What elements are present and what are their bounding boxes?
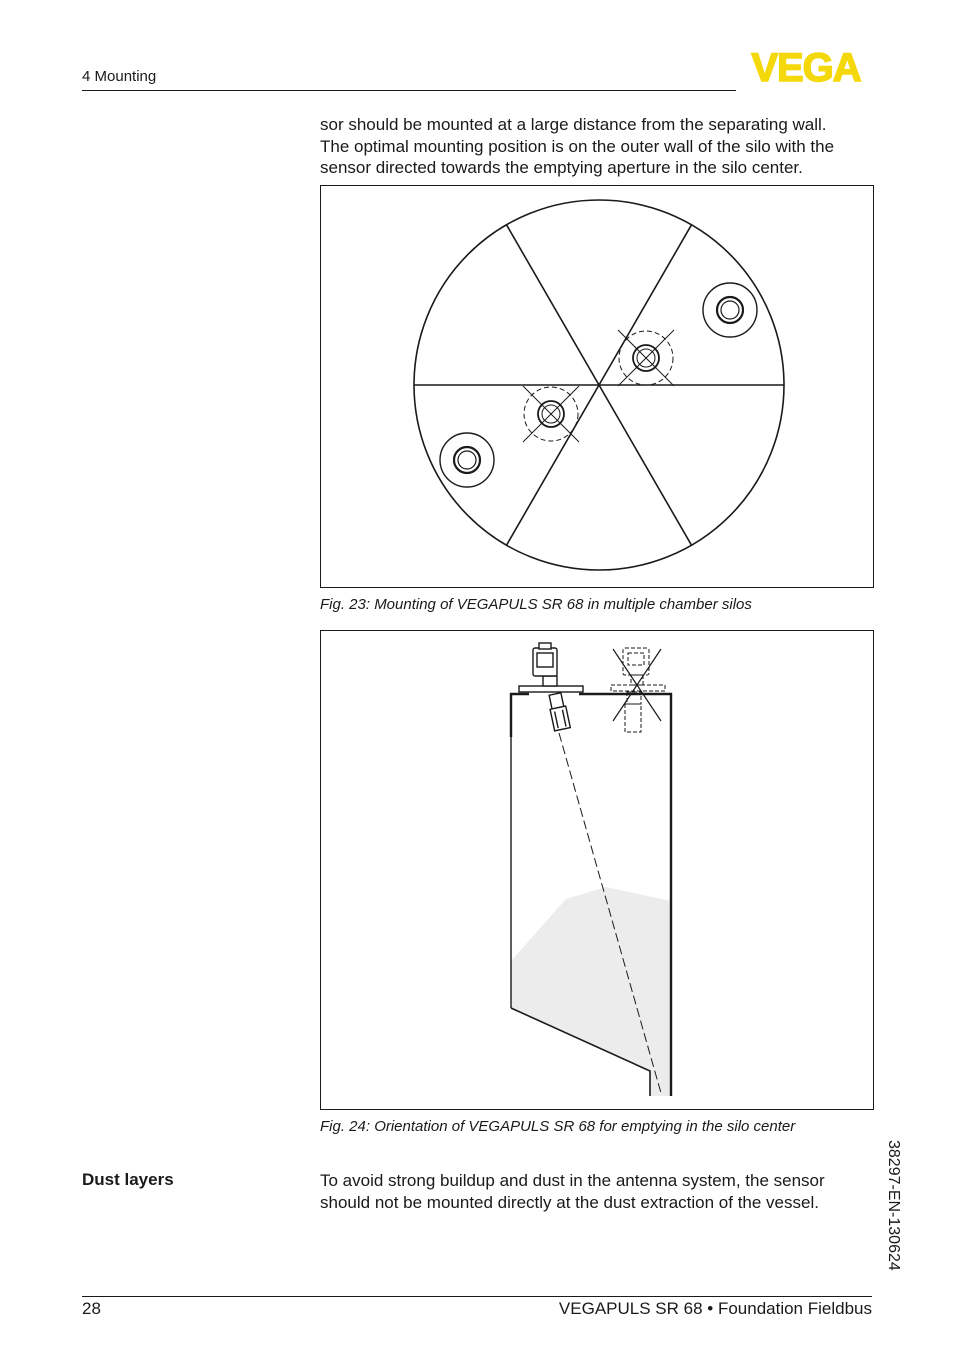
sensor-correct-icon xyxy=(703,283,757,337)
sensor-incorrect-icon xyxy=(611,648,665,732)
bulk-material xyxy=(511,887,671,1096)
silo-left-wall xyxy=(511,694,529,737)
figure-silo-center-emptying xyxy=(320,630,874,1110)
figure-multi-chamber-silo xyxy=(320,185,874,588)
sensor-incorrect-icon xyxy=(523,386,579,442)
dust-line: To avoid strong buildup and dust in the antenna system, the sensor xyxy=(320,1171,825,1190)
footer-rule xyxy=(82,1296,872,1297)
sensor-correct-icon xyxy=(440,433,494,487)
vega-logo xyxy=(740,50,872,84)
document-code: 38297-EN-130624 xyxy=(885,1140,902,1271)
figure-caption: Fig. 24: Orientation of VEGAPULS SR 68 for emptying in the silo center xyxy=(320,1118,796,1135)
page-number: 28 xyxy=(82,1299,101,1318)
intro-line: sor should be mounted at a large distance from the separating wall. xyxy=(320,115,827,134)
sensor-incorrect-icon xyxy=(618,330,674,386)
sensor-correct-icon xyxy=(519,643,583,731)
figure-caption: Fig. 23: Mounting of VEGAPULS SR 68 in multiple chamber silos xyxy=(320,596,752,613)
intro-line: sensor directed towards the emptying aperture in the silo center. xyxy=(320,158,803,177)
dust-layers-heading: Dust layers xyxy=(82,1170,174,1189)
silo-top-view-diagram xyxy=(321,186,875,589)
logo-wordmark: VEGA xyxy=(751,50,861,84)
intro-paragraph xyxy=(320,114,880,179)
header-rule xyxy=(82,90,736,91)
intro-line: The optimal mounting position is on the outer wall of the silo with the xyxy=(320,136,835,156)
dust-layers-paragraph xyxy=(320,1170,880,1213)
section-label: 4 Mounting xyxy=(82,68,157,85)
dust-line: should not be mounted directly at the dust extraction of the vessel. xyxy=(320,1192,819,1212)
footer-title: VEGAPULS SR 68 • Foundation Fieldbus xyxy=(558,1299,872,1318)
silo-side-view-diagram xyxy=(321,631,875,1111)
